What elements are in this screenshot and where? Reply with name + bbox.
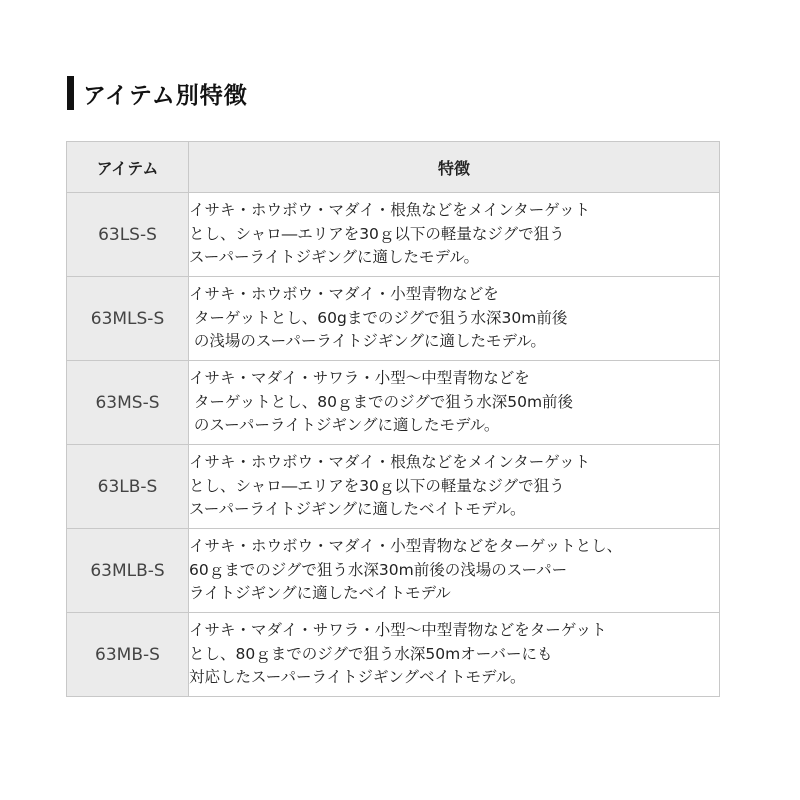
item-model-cell: 63MS-S <box>67 361 189 445</box>
item-feature-cell <box>189 613 720 697</box>
section-heading <box>67 76 248 110</box>
item-model-cell: 63LS-S <box>67 193 189 277</box>
feature-text-line: ターゲットとし、60gまでのジグで狙う水深30m前後 <box>189 308 568 327</box>
feature-text-line: とし、シャロ―エリアを30ｇ以下の軽量なジグで狙う <box>189 476 565 495</box>
table-header-row <box>67 142 720 193</box>
feature-text-line: イサキ・ホウボウ・マダイ・根魚などをメインターゲット <box>189 201 591 220</box>
feature-text-line: とし、80ｇまでのジグで狙う水深50mオーバーにも <box>189 644 553 663</box>
table-row <box>67 193 720 277</box>
feature-text-line: イサキ・ホウボウ・マダイ・小型青物などを <box>189 285 499 304</box>
item-features-table <box>66 141 720 697</box>
feature-text-line: の浅場のスーパーライトジギングに適したモデル。 <box>189 332 546 351</box>
heading-accent-bar <box>67 76 74 110</box>
section-title: アイテム別特徴 <box>83 82 248 109</box>
feature-text-line: ライトジギングに適したベイトモデル <box>189 584 451 603</box>
item-model-cell: 63MB-S <box>67 613 189 697</box>
item-feature-cell <box>189 529 720 613</box>
table-row <box>67 529 720 613</box>
item-feature-cell <box>189 445 720 529</box>
feature-text-line: スーパーライトジギングに適したベイトモデル。 <box>189 500 526 519</box>
header-feature: 特徴 <box>189 142 720 193</box>
item-feature-cell <box>189 193 720 277</box>
feature-text-line: イサキ・マダイ・サワラ・小型～中型青物などを <box>189 369 530 388</box>
feature-text-line: 60ｇまでのジグで狙う水深30m前後の浅場のスーパー <box>189 560 568 579</box>
item-feature-cell <box>189 361 720 445</box>
table-row <box>67 277 720 361</box>
feature-text-line: スーパーライトジギングに適したモデル。 <box>189 248 480 267</box>
feature-text-line: イサキ・マダイ・サワラ・小型～中型青物などをターゲット <box>189 621 607 640</box>
feature-text-line: とし、シャロ―エリアを30ｇ以下の軽量なジグで狙う <box>189 224 565 243</box>
table-row <box>67 613 720 697</box>
feature-text-line: のスーパーライトジギングに適したモデル。 <box>189 416 500 435</box>
feature-text-line: 対応したスーパーライトジギングベイトモデル。 <box>189 668 526 687</box>
item-feature-cell <box>189 277 720 361</box>
table-row <box>67 361 720 445</box>
header-item: アイテム <box>67 142 189 193</box>
feature-text-line: ターゲットとし、80ｇまでのジグで狙う水深50m前後 <box>189 392 574 411</box>
item-model-cell: 63MLB-S <box>67 529 189 613</box>
feature-text-line: イサキ・ホウボウ・マダイ・小型青物などをターゲットとし、 <box>189 537 623 556</box>
table-row <box>67 445 720 529</box>
item-model-cell: 63MLS-S <box>67 277 189 361</box>
feature-text-line: イサキ・ホウボウ・マダイ・根魚などをメインターゲット <box>189 453 591 472</box>
item-model-cell: 63LB-S <box>67 445 189 529</box>
